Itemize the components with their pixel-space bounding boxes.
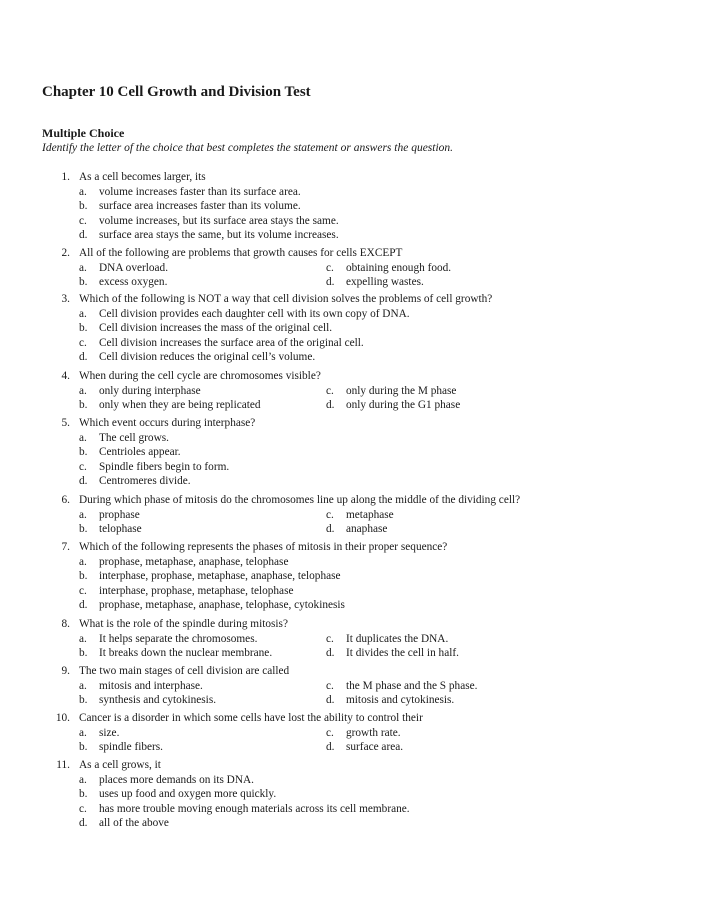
answer-option bbox=[326, 275, 424, 290]
option-text: all of the above bbox=[99, 817, 169, 830]
option-text: metaphase bbox=[346, 508, 394, 521]
option-text: synthesis and cytokinesis. bbox=[99, 694, 217, 707]
option-letter: c. bbox=[326, 632, 334, 645]
answer-option bbox=[79, 555, 288, 570]
option-text: mitosis and cytokinesis. bbox=[346, 694, 455, 707]
option-text: It helps separate the chromosomes. bbox=[99, 632, 258, 645]
option-text: mitosis and interphase. bbox=[99, 679, 203, 692]
option-text: The cell grows. bbox=[99, 431, 169, 444]
answer-option bbox=[79, 584, 294, 599]
option-text: surface area. bbox=[346, 741, 404, 754]
option-letter: c. bbox=[326, 261, 334, 274]
option-text: expelling wastes. bbox=[346, 276, 424, 289]
answer-option bbox=[326, 398, 460, 413]
question-stem: Which of the following represents the phases of mitosis in their proper sequence? bbox=[79, 541, 448, 553]
option-letter: b. bbox=[79, 647, 88, 660]
answer-option bbox=[79, 336, 364, 351]
answer-option bbox=[79, 632, 257, 647]
option-text: Centromeres divide. bbox=[99, 475, 191, 488]
option-text: surface area stays the same, but its volume increases. bbox=[99, 229, 339, 242]
answer-option bbox=[79, 693, 216, 708]
question-stem: All of the following are problems that growth causes for cells EXCEPT bbox=[79, 247, 403, 259]
option-letter: d. bbox=[79, 475, 88, 488]
question-stem: Which of the following is NOT a way that cell division solves the problems of cell growth? bbox=[79, 293, 493, 305]
option-letter: b. bbox=[79, 399, 88, 412]
answer-option bbox=[79, 275, 167, 290]
option-text: prophase, metaphase, anaphase, telophase bbox=[99, 555, 289, 568]
question-number: 4. bbox=[61, 370, 70, 382]
answer-option bbox=[79, 474, 191, 489]
option-text: volume increases, but its surface area stays the same. bbox=[99, 214, 339, 227]
question-stem: As a cell grows, it bbox=[79, 759, 161, 771]
answer-option bbox=[79, 307, 410, 322]
option-letter: d. bbox=[79, 599, 88, 612]
option-letter: a. bbox=[79, 261, 87, 274]
answer-option bbox=[79, 445, 181, 460]
option-text: Cell division increases the surface area of the original cell. bbox=[99, 336, 364, 349]
question-number: 1. bbox=[61, 171, 70, 183]
answer-option bbox=[79, 569, 341, 584]
answer-option bbox=[326, 693, 454, 708]
option-letter: a. bbox=[79, 632, 87, 645]
option-letter: d. bbox=[79, 817, 88, 830]
option-letter: a. bbox=[79, 185, 87, 198]
answer-option bbox=[326, 646, 459, 661]
answer-option bbox=[79, 199, 301, 214]
option-letter: a. bbox=[79, 307, 87, 320]
option-letter: b. bbox=[79, 788, 88, 801]
answer-option bbox=[79, 773, 254, 788]
option-letter: b. bbox=[79, 200, 88, 213]
option-letter: d. bbox=[326, 741, 335, 754]
answer-option bbox=[326, 632, 448, 647]
question-number: 8. bbox=[61, 618, 70, 630]
option-text: only during the M phase bbox=[346, 384, 457, 397]
question-stem: Cancer is a disorder in which some cells have lost the ability to control their bbox=[79, 712, 423, 724]
option-text: the M phase and the S phase. bbox=[346, 679, 478, 692]
option-text: interphase, prophase, metaphase, telophase bbox=[99, 584, 294, 597]
answer-option bbox=[79, 228, 339, 243]
option-letter: c. bbox=[326, 679, 334, 692]
answer-option bbox=[79, 321, 332, 336]
answer-option bbox=[79, 261, 168, 276]
answer-option bbox=[79, 679, 203, 694]
answer-option bbox=[326, 522, 387, 537]
answer-option bbox=[326, 740, 403, 755]
option-text: growth rate. bbox=[346, 726, 401, 739]
question-number: 11. bbox=[56, 759, 70, 771]
answer-option bbox=[79, 350, 315, 365]
option-letter: c. bbox=[326, 384, 334, 397]
option-letter: b. bbox=[79, 741, 88, 754]
answer-option bbox=[79, 816, 169, 831]
answer-option bbox=[79, 214, 339, 229]
section-instructions: Identify the letter of the choice that best completes the statement or answers the question. bbox=[42, 142, 454, 154]
option-letter: b. bbox=[79, 694, 88, 707]
option-letter: d. bbox=[326, 523, 335, 536]
option-text: Cell division increases the mass of the original cell. bbox=[99, 322, 333, 335]
option-text: surface area increases faster than its volume. bbox=[99, 200, 301, 213]
option-letter: d. bbox=[326, 647, 335, 660]
option-letter: b. bbox=[79, 276, 88, 289]
answer-option bbox=[79, 522, 142, 537]
page-title: Chapter 10 Cell Growth and Division Test bbox=[42, 84, 311, 100]
question-number: 10. bbox=[55, 712, 70, 724]
option-letter: b. bbox=[79, 523, 88, 536]
answer-option bbox=[326, 261, 451, 276]
option-text: has more trouble moving enough materials across its cell membrane. bbox=[99, 802, 410, 815]
answer-option bbox=[79, 398, 261, 413]
question-number: 6. bbox=[61, 494, 70, 506]
option-text: uses up food and oxygen more quickly. bbox=[99, 788, 277, 801]
option-text: Cell division provides each daughter cell with its own copy of DNA. bbox=[99, 307, 410, 320]
option-text: Spindle fibers begin to form. bbox=[99, 460, 230, 473]
option-letter: d. bbox=[326, 694, 335, 707]
answer-option bbox=[79, 646, 272, 661]
option-letter: c. bbox=[79, 214, 87, 227]
question-stem: What is the role of the spindle during mitosis? bbox=[79, 618, 288, 630]
answer-option bbox=[79, 787, 276, 802]
option-letter: a. bbox=[79, 384, 87, 397]
answer-option bbox=[79, 802, 410, 817]
option-text: volume increases faster than its surface area. bbox=[99, 185, 301, 198]
option-letter: a. bbox=[79, 726, 87, 739]
option-letter: d. bbox=[326, 399, 335, 412]
answer-option bbox=[326, 508, 394, 523]
option-letter: a. bbox=[79, 555, 87, 568]
option-text: only when they are being replicated bbox=[99, 399, 261, 412]
option-text: excess oxygen. bbox=[99, 276, 168, 289]
answer-option bbox=[79, 726, 119, 741]
question-number: 9. bbox=[61, 665, 70, 677]
option-letter: c. bbox=[326, 726, 334, 739]
option-text: anaphase bbox=[346, 523, 388, 536]
question-stem: The two main stages of cell division are called bbox=[79, 665, 290, 677]
answer-option bbox=[79, 460, 229, 475]
option-letter: b. bbox=[79, 446, 88, 459]
option-letter: c. bbox=[79, 802, 87, 815]
option-text: only during interphase bbox=[99, 384, 201, 397]
section-heading: Multiple Choice bbox=[42, 126, 125, 140]
answer-option bbox=[326, 679, 477, 694]
option-letter: b. bbox=[79, 322, 88, 335]
answer-option bbox=[79, 598, 345, 613]
option-text: It divides the cell in half. bbox=[346, 647, 459, 660]
question-stem: When during the cell cycle are chromosomes visible? bbox=[79, 370, 321, 382]
option-text: It duplicates the DNA. bbox=[346, 632, 449, 645]
option-letter: c. bbox=[79, 460, 87, 473]
option-letter: c. bbox=[79, 584, 87, 597]
answer-option bbox=[79, 431, 169, 446]
option-letter: a. bbox=[79, 431, 87, 444]
option-text: Cell division reduces the original cell’s volume. bbox=[99, 351, 316, 364]
answer-option bbox=[79, 185, 301, 200]
option-text: only during the G1 phase bbox=[346, 399, 461, 412]
option-text: prophase bbox=[99, 508, 140, 521]
question-number: 3. bbox=[61, 293, 70, 305]
question-stem: Which event occurs during interphase? bbox=[79, 417, 256, 429]
question-number: 7. bbox=[61, 541, 70, 553]
option-letter: a. bbox=[79, 508, 87, 521]
question-number: 2. bbox=[61, 247, 70, 259]
option-text: It breaks down the nuclear membrane. bbox=[99, 647, 273, 660]
option-text: obtaining enough food. bbox=[346, 261, 452, 274]
option-text: Centrioles appear. bbox=[99, 446, 181, 459]
option-text: interphase, prophase, metaphase, anaphase, telophase bbox=[99, 570, 341, 583]
question-stem: As a cell becomes larger, its bbox=[79, 171, 206, 183]
answer-option bbox=[79, 384, 201, 399]
option-letter: d. bbox=[79, 351, 88, 364]
option-letter: c. bbox=[79, 336, 87, 349]
option-letter: d. bbox=[326, 276, 335, 289]
option-letter: c. bbox=[326, 508, 334, 521]
option-letter: a. bbox=[79, 679, 87, 692]
option-text: prophase, metaphase, anaphase, telophase, cytokinesis bbox=[99, 599, 345, 612]
option-letter: d. bbox=[79, 229, 88, 242]
option-letter: a. bbox=[79, 773, 87, 786]
option-text: spindle fibers. bbox=[99, 741, 164, 754]
question-stem: During which phase of mitosis do the chromosomes line up along the middle of the dividing cell? bbox=[79, 494, 521, 506]
option-text: DNA overload. bbox=[99, 261, 169, 274]
question-number: 5. bbox=[61, 417, 70, 429]
answer-option bbox=[326, 384, 456, 399]
answer-option bbox=[326, 726, 401, 741]
option-letter: b. bbox=[79, 570, 88, 583]
answer-option bbox=[79, 740, 163, 755]
option-text: telophase bbox=[99, 523, 142, 536]
answer-option bbox=[79, 508, 140, 523]
option-text: size. bbox=[99, 726, 120, 739]
option-text: places more demands on its DNA. bbox=[99, 773, 254, 786]
